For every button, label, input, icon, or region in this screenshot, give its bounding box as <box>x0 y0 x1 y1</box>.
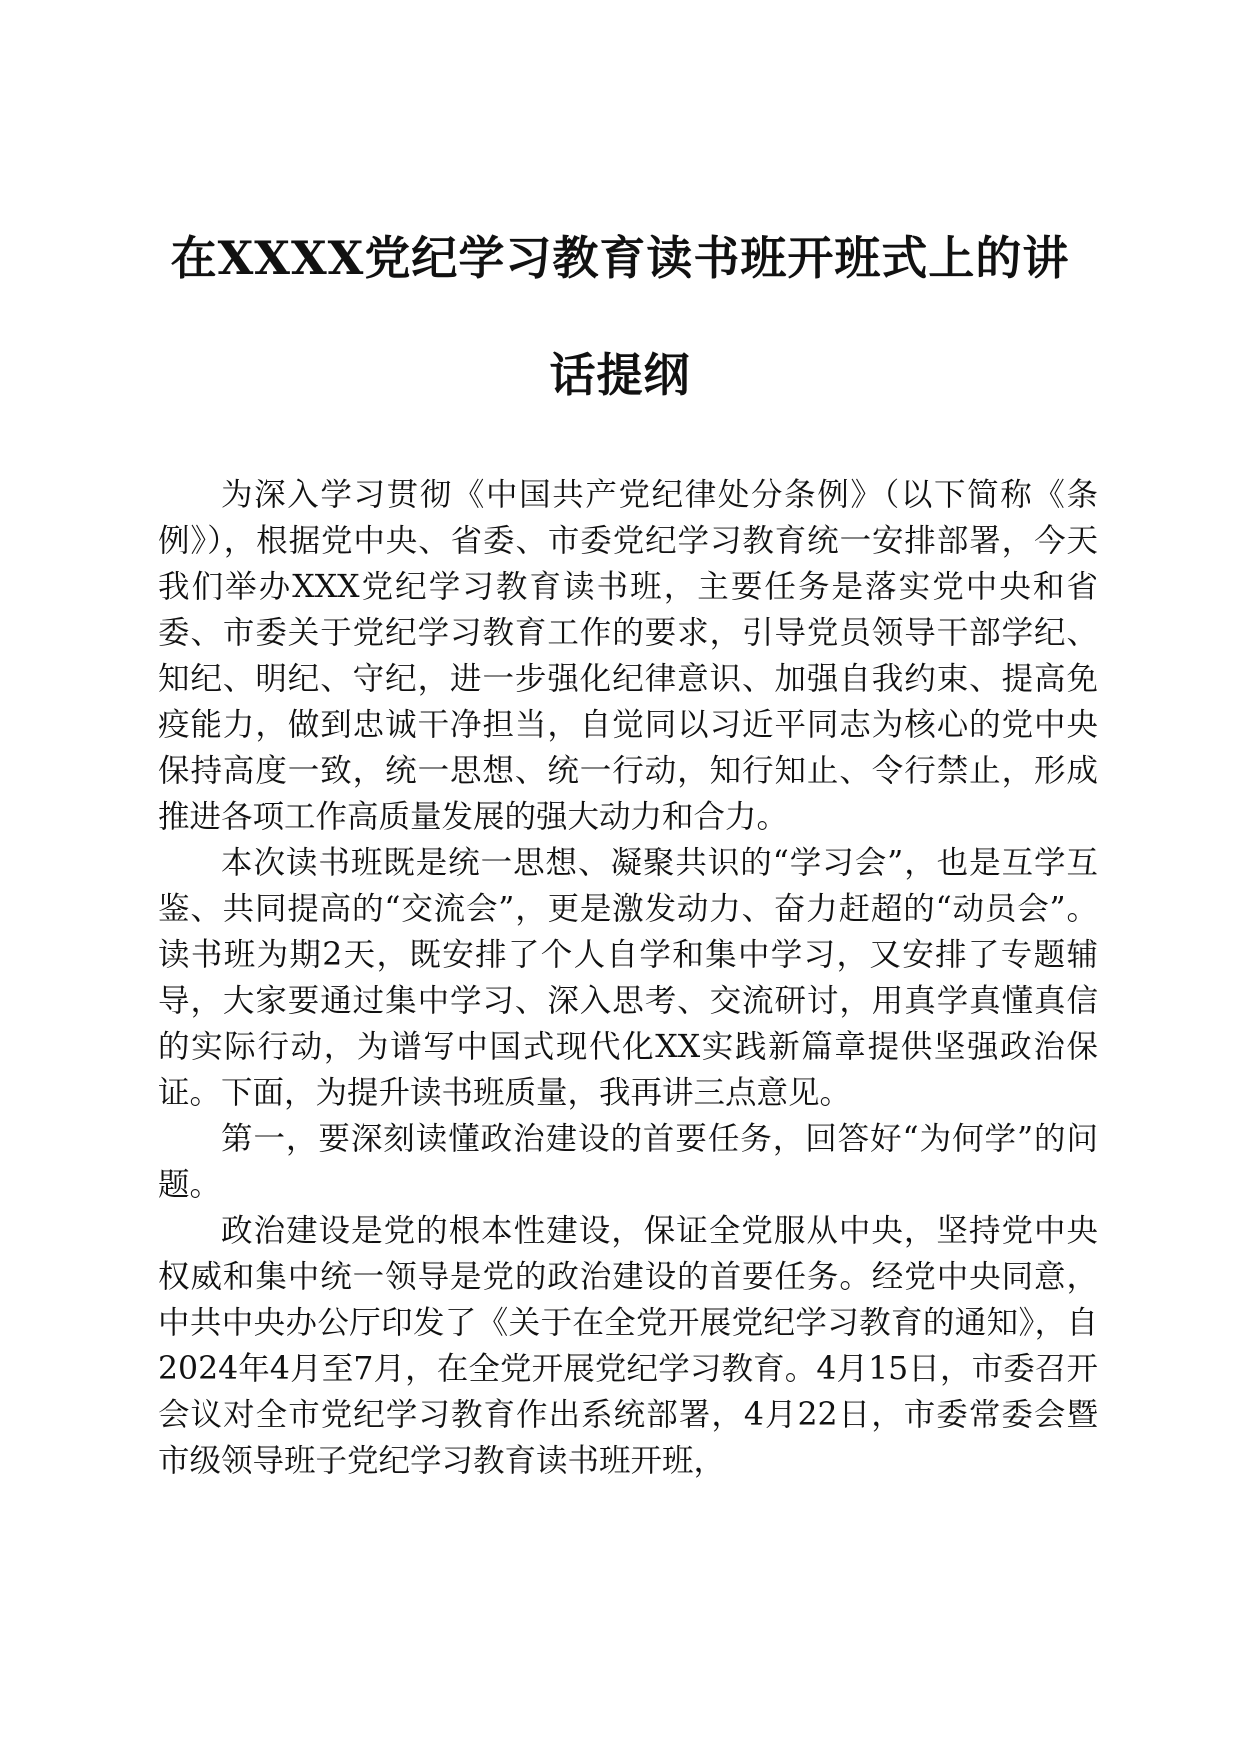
document-title-line-2: 话提纲 <box>549 348 691 402</box>
document-title-line-1: 在XXXX党纪学习教育读书班开班式上的讲 <box>170 231 1070 285</box>
paragraph-intro: 为深入学习贯彻《中国共产党纪律处分条例》（以下简称《条例》），根据党中央、省委、市委党纪学习教育统一安排部署，今天我们举办XXX党纪学习教育读书班，主要任务是落实党中央和省委、市委关于党纪学习教育工作的要求，引导党员领导干部学纪、知纪、明纪、守纪，进一步强化纪律意识、加强自我约束、提高免疫能力，做到忠诚干净担当，自觉同以习近平同志为核心的党中央保持高度一致，统一思想、统一行动，知行知止、令行禁止，形成推进各项工作高质量发展的强大动力和合力。 <box>158 477 1098 835</box>
paragraph-political-building: 政治建设是党的根本性建设，保证全党服从中央，坚持党中央权威和集中统一领导是党的政治建设的首要任务。经党中央同意，中共中央办公厅印发了《关于在全党开展党纪学习教育的通知》，自2024年4月至7月，在全党开展党纪学习教育。4月15日，市委召开会议对全市党纪学习教育作出系统部署，4月22日，市委常委会暨市级领导班子党纪学习教育读书班开班， <box>158 1213 1098 1479</box>
document-body <box>158 472 1098 1484</box>
paragraph-point-one-heading: 第一，要深刻读懂政治建设的首要任务，回答好“为何学”的问题。 <box>158 1121 1098 1203</box>
paragraph-reading-class: 本次读书班既是统一思想、凝聚共识的“学习会”，也是互学互鉴、共同提高的“交流会”，更是激发动力、奋力赶超的“动员会”。读书班为期2天，既安排了个人自学和集中学习，又安排了专题辅导，大家要通过集中学习、深入思考、交流研讨，用真学真懂真信的实际行动，为谱写中国式现代化XX实践新篇章提供坚强政治保证。下面，为提升读书班质量，我再讲三点意见。 <box>158 845 1098 1111</box>
